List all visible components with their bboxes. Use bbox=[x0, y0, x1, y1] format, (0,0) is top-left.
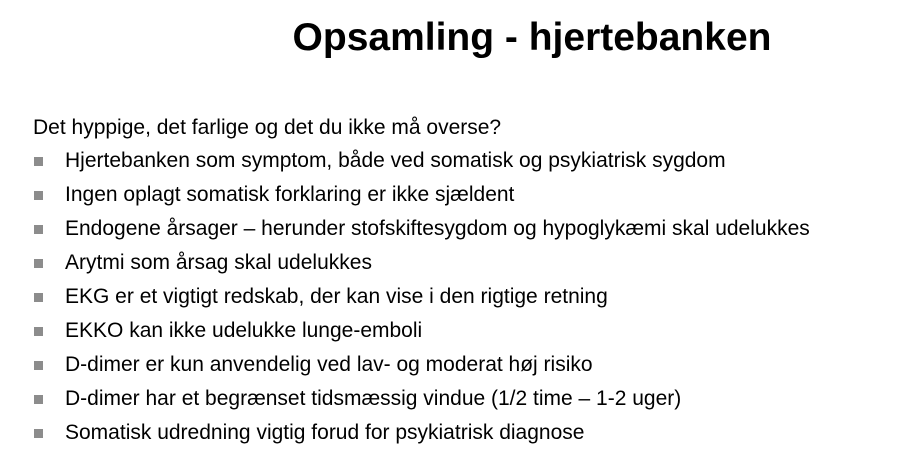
bullet-text: Somatisk udredning vigtig forud for psykiatrisk diagnose bbox=[65, 421, 585, 444]
bullet-text: Arytmi som årsag skal udelukkes bbox=[65, 251, 372, 274]
list-item bbox=[33, 348, 810, 382]
list-item bbox=[33, 212, 810, 246]
list-item bbox=[33, 416, 810, 450]
bullet-list bbox=[33, 144, 810, 450]
list-item bbox=[33, 280, 810, 314]
list-item bbox=[33, 314, 810, 348]
slide-title: Opsamling - hjertebanken bbox=[292, 16, 772, 59]
list-item bbox=[33, 144, 810, 178]
square-bullet-icon bbox=[34, 191, 43, 200]
bullet-text: D-dimer har et begrænset tidsmæssig vindue (1/2 time – 1-2 uger) bbox=[65, 387, 682, 410]
bullet-text: Endogene årsager – herunder stofskiftesygdom og hypoglykæmi skal udelukkes bbox=[65, 217, 810, 240]
list-item bbox=[33, 382, 810, 416]
bullet-text: EKG er et vigtigt redskab, der kan vise i den rigtige retning bbox=[65, 285, 608, 308]
bullet-text: Ingen oplagt somatisk forklaring er ikke sjældent bbox=[65, 183, 515, 206]
square-bullet-icon bbox=[34, 293, 43, 302]
square-bullet-icon bbox=[34, 225, 43, 234]
bullet-text: D-dimer er kun anvendelig ved lav- og moderat høj risiko bbox=[65, 353, 593, 376]
list-item bbox=[33, 246, 810, 280]
square-bullet-icon bbox=[34, 259, 43, 268]
bullet-text: Hjertebanken som symptom, både ved somatisk og psykiatrisk sygdom bbox=[65, 149, 726, 172]
intro-question: Det hyppige, det farlige og det du ikke må overse? bbox=[33, 116, 502, 139]
square-bullet-icon bbox=[34, 327, 43, 336]
square-bullet-icon bbox=[34, 361, 43, 370]
square-bullet-icon bbox=[34, 157, 43, 166]
square-bullet-icon bbox=[34, 395, 43, 404]
list-item bbox=[33, 178, 810, 212]
square-bullet-icon bbox=[34, 429, 43, 438]
bullet-text: EKKO kan ikke udelukke lunge-emboli bbox=[65, 319, 423, 342]
